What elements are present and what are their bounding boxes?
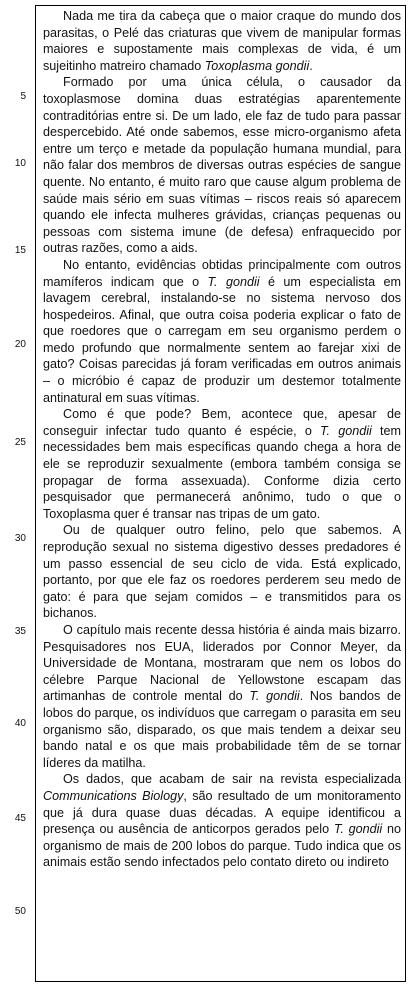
line-number: 30 [14, 533, 26, 544]
line-number: 50 [14, 906, 26, 917]
italic-term: Toxoplasma gondii [204, 58, 310, 73]
paragraph [43, 8, 401, 74]
line-number: 45 [14, 813, 26, 824]
article-text [43, 8, 401, 871]
paragraph [43, 74, 401, 257]
line-number: 10 [14, 158, 26, 169]
italic-term: Communications Biology [43, 788, 184, 803]
text-run: Nada me tira da cabeça que o maior craque do mundo dos parasitas, o Pelé das criaturas que vivem de manipular formas maiores e supostamente mais complexas de vida, é um sujeitinho matreiro chamado [43, 9, 401, 73]
text-run: No entanto, evidências obtidas principalmente com outros mamíferos indicam que o [43, 257, 401, 289]
line-number: 20 [14, 339, 26, 350]
line-number: 15 [14, 245, 26, 256]
text-run: O capítulo mais recente dessa história é ainda mais bizarro. Pesquisadores nos EUA, liderados por Connor Meyer, da Universidade de Montana, mostraram que nem os lobos do célebre Parque Nacional de Yellowstone escapam das artimanhas de controle mental do [43, 622, 401, 704]
text-run: , são resultado de um monitoramento que já dura quase duas décadas. A equipe identificou a presença ou ausência de anticorpos gerados pelo [43, 788, 402, 837]
italic-term: T. gondii [320, 423, 372, 438]
text-run: tem necessidades bem mais específicas quando chega a hora de ele se reproduzir sexualmente (embora também consiga se propagar de forma assexuada). Conforme dizia certo pesquisador que permanecerá anônimo, tudo o que o Toxoplasma quer é transar nas tripas de um gato. [43, 423, 402, 521]
paragraph [43, 771, 401, 871]
italic-term: T. gondii [333, 822, 383, 837]
paragraph [43, 622, 401, 771]
text-run: no organismo de mais de 200 lobos do parque. Tudo indica que os animais estão sendo infectados pelo contato direto ou indireto [43, 822, 401, 870]
paragraph [43, 522, 401, 622]
text-run: Ou de qualquer outro felino, pelo que sabemos. A reprodução sexual no sistema digestivo desses predadores é um passo essencial de seu ciclo de vida. Está explicado, portanto, por que ele faz os roedores perderem seu medo de gato: é para que sejam comidos – e transmitidos para os bichanos. [43, 523, 401, 621]
italic-term: T. gondii [249, 689, 300, 704]
italic-term: T. gondii [207, 274, 260, 289]
paragraph [43, 406, 401, 522]
text-run: é um especialista em lavagem cerebral, instalando-se no sistema nervoso dos hospedeiros. Afinal, que outra coisa poderia explicar o fato de que roedores que o carregam em seu organismo perdem o medo profundo que normalmente sentem ao farejar xixi de gato? Coisas parecidas já foram verificadas em outros animais – o micróbio é capaz de produzir um destemor totalmente antinatural em suas vítimas. [43, 274, 401, 405]
text-run: . [309, 58, 313, 73]
line-number: 40 [14, 718, 26, 729]
line-number: 35 [14, 626, 26, 637]
line-number: 25 [14, 437, 26, 448]
text-run: Formado por uma única célula, o causador da toxoplasmose domina duas estratégias aparentemente contraditórias entre si. De um lado, ele faz de tudo para passar despercebido. Até onde sabemos, esse micro-organismo afeta entre um terço e metade da população humana mundial, para não falar dos membros de diversas outras espécies de sangue quente. No entanto, é muito raro que cause algum problema de saúde mais sério em suas vítimas – riscos reais só aparecem quando ele infecta mulheres grávidas, crianças pequenas ou pessoas com sistema imune (de defesa) enfraquecido por outras razões, como a aids. [43, 75, 401, 256]
paragraph [43, 257, 401, 406]
text-run: Os dados, que acabam de sair na revista especializada [63, 772, 401, 787]
text-run: . Nos bandos de lobos do parque, os indivíduos que carregam o parasita em seu organismo são, disparado, os que mais tendem a deixar seu bando natal e os que mais probabilidade têm de se tornar líderes da matilha. [43, 689, 401, 770]
line-number: 5 [20, 91, 26, 102]
text-run: Como é que pode? Bem, acontece que, apesar de conseguir infectar tudo quanto é espécie, o [43, 407, 401, 438]
